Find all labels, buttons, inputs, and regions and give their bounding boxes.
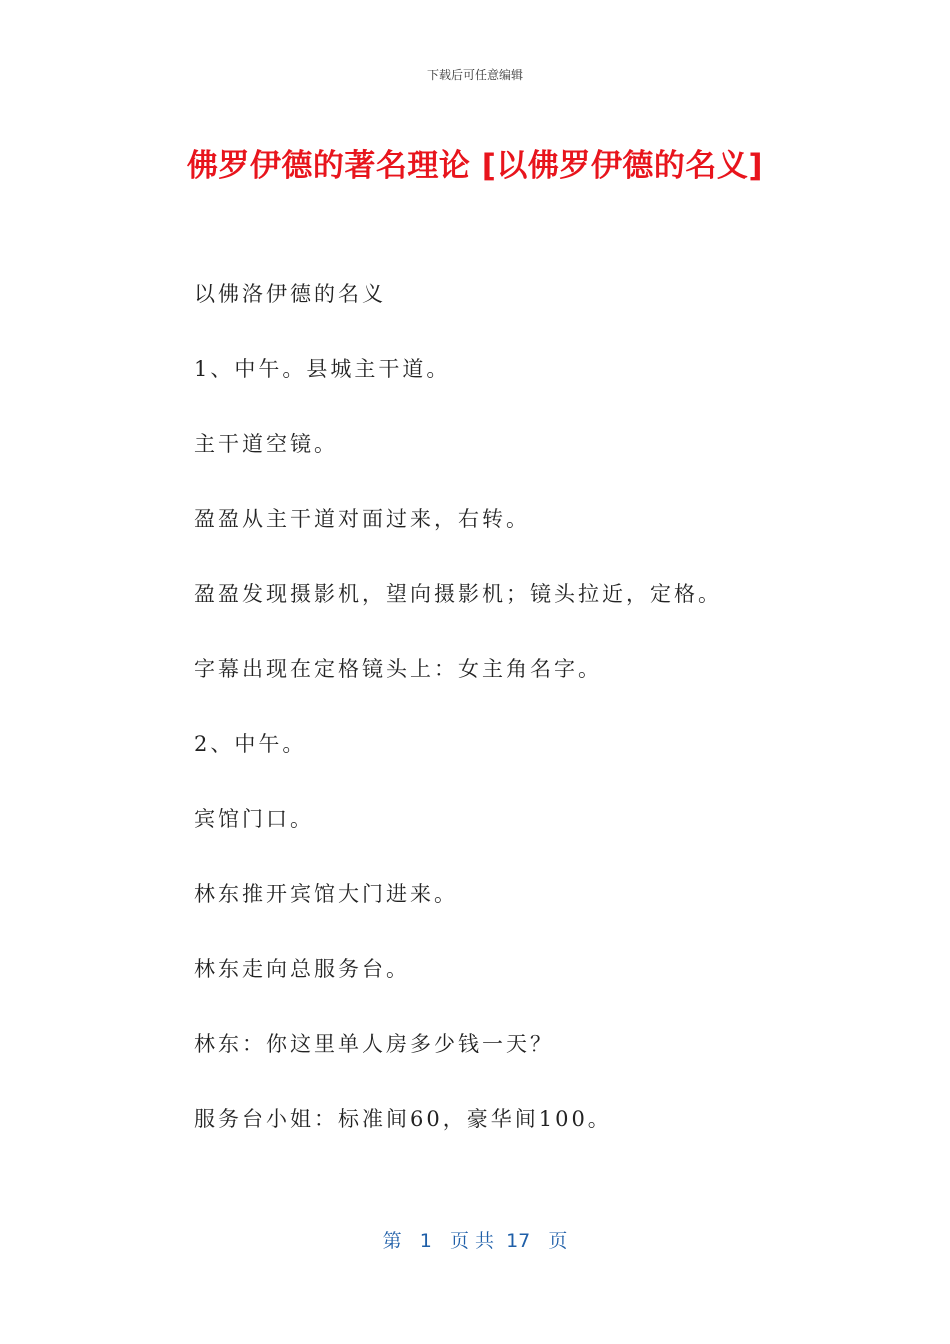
body-line: 宾馆门口。 (194, 807, 314, 831)
body-line: 盈盈从主干道对面过来，右转。 (194, 507, 530, 531)
body-line: 林东推开宾馆大门进来。 (194, 882, 458, 906)
footer-page-number: 1 (419, 1230, 432, 1252)
body-line: 以佛洛伊德的名义 (194, 282, 386, 306)
footer-suffix: 页 (548, 1230, 568, 1252)
body-line: 1、中午。县城主干道。 (194, 357, 451, 381)
body-line: 服务台小姐：标准间60，豪华间100。 (194, 1107, 612, 1131)
body-line: 主干道空镜。 (194, 432, 338, 456)
document-title: 佛罗伊德的著名理论 [以佛罗伊德的名义] (186, 148, 764, 184)
body-line: 字幕出现在定格镜头上：女主角名字。 (194, 657, 602, 681)
footer-middle: 页 共 (449, 1230, 494, 1252)
body-line: 2、中午。 (194, 732, 307, 756)
header-note: 下载后可任意编辑 (426, 68, 523, 82)
page-footer (0, 1226, 950, 1253)
footer-total-pages: 17 (506, 1230, 531, 1252)
body-line: 林东：你这里单人房多少钱一天？ (194, 1032, 554, 1056)
body-line: 盈盈发现摄影机，望向摄影机；镜头拉近，定格。 (194, 582, 722, 606)
footer-prefix: 第 (382, 1230, 402, 1252)
body-line: 林东走向总服务台。 (194, 957, 410, 981)
